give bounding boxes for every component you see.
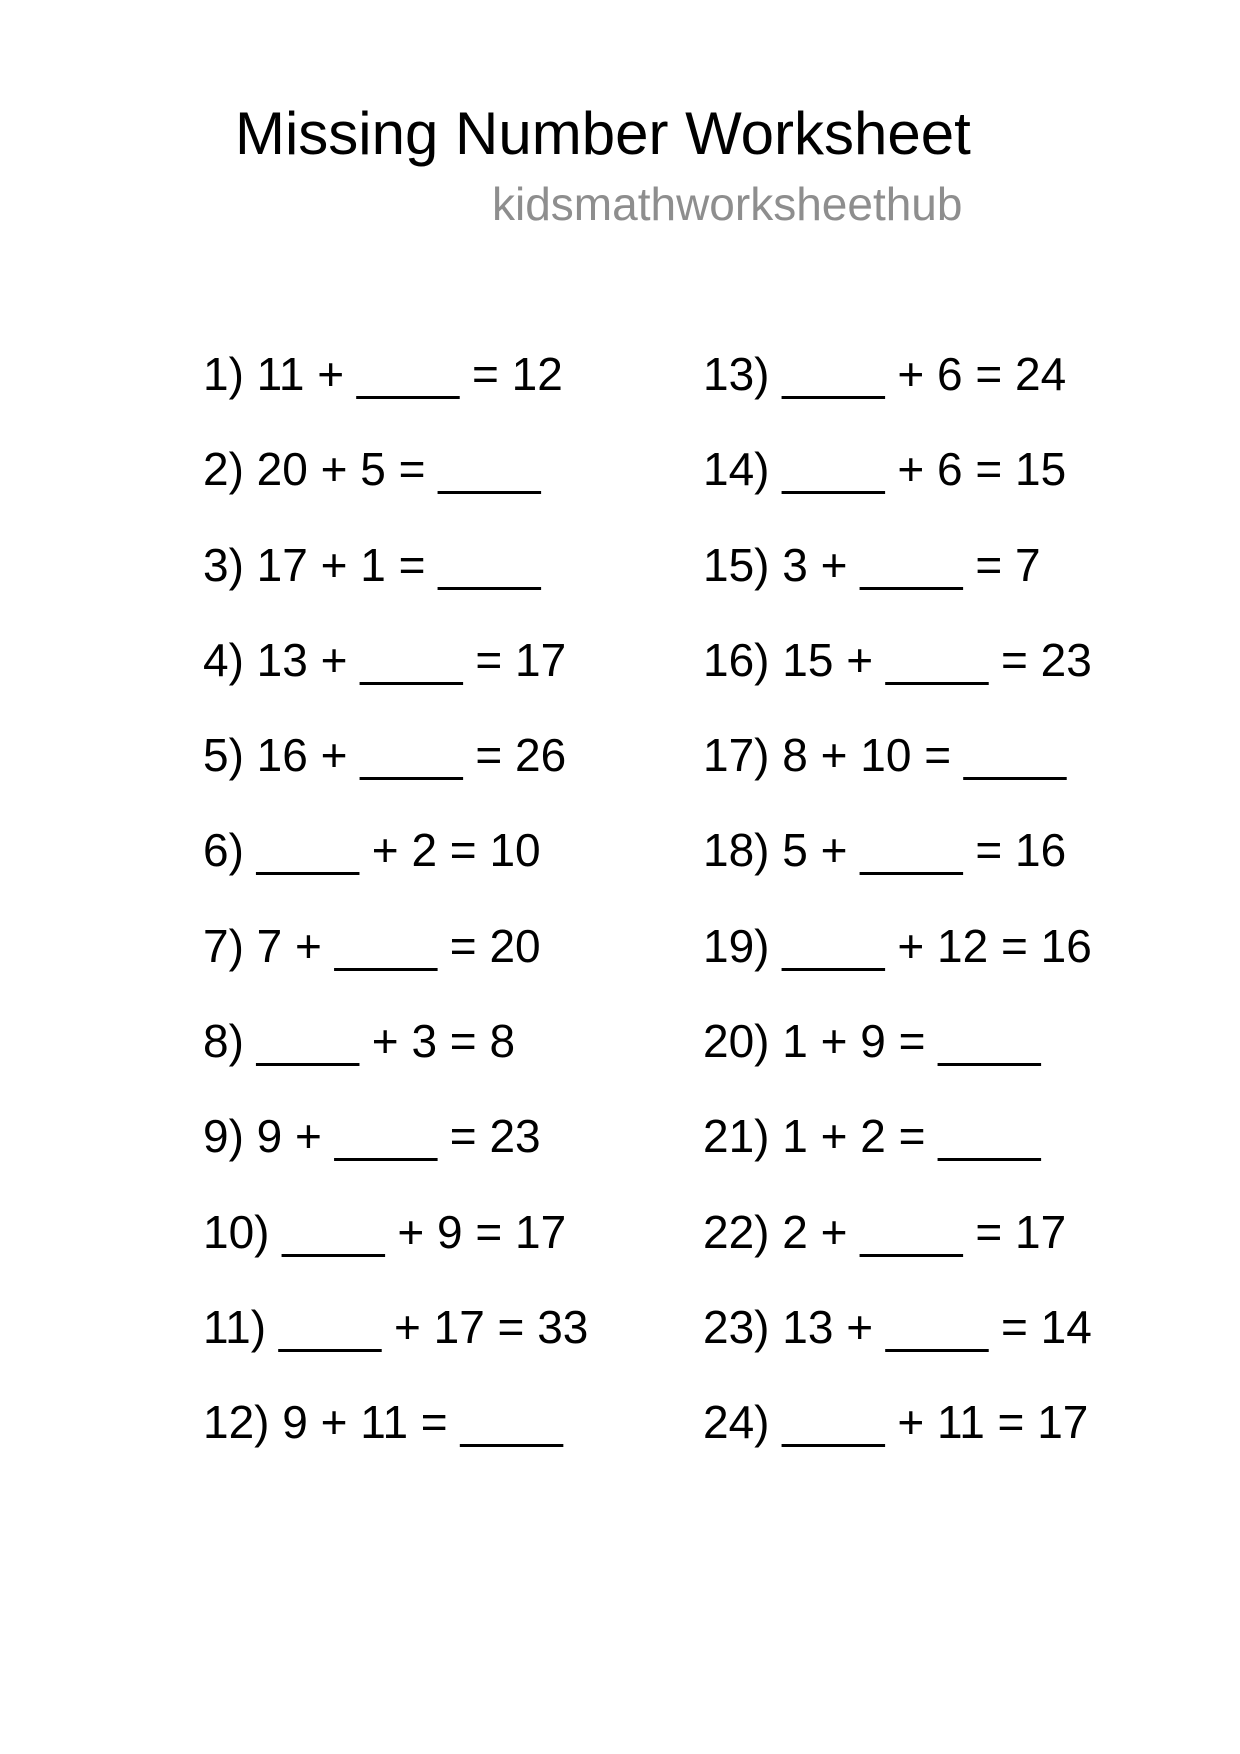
problem-4: 4) 13 + ____ = 17 (203, 633, 567, 686)
problem-24: 24) ____ + 11 = 17 (703, 1396, 1089, 1449)
problem-5: 5) 16 + ____ = 26 (203, 729, 567, 782)
problem-23: 23) 13 + ____ = 14 (703, 1300, 1092, 1353)
brand-watermark: kidsmathworksheethub (492, 178, 963, 230)
problem-16: 16) 15 + ____ = 23 (703, 633, 1092, 686)
problem-22: 22) 2 + ____ = 17 (703, 1205, 1067, 1258)
page-title: Missing Number Worksheet (235, 100, 971, 167)
problem-11: 11) ____ + 17 = 33 (203, 1300, 589, 1353)
problem-13: 13) ____ + 6 = 24 (703, 348, 1067, 400)
problems-column-right (703, 327, 1092, 1471)
problem-10: 10) ____ + 9 = 17 (203, 1205, 567, 1258)
problem-15: 15) 3 + ____ = 7 (703, 538, 1041, 591)
problem-20: 20) 1 + 9 = ____ (703, 1015, 1041, 1068)
problem-17: 17) 8 + 10 = ____ (703, 729, 1067, 782)
problem-7: 7) 7 + ____ = 20 (203, 919, 541, 972)
problem-19: 19) ____ + 12 = 16 (703, 919, 1092, 972)
problems-column-left (203, 327, 588, 1471)
problem-6: 6) ____ + 2 = 10 (203, 824, 541, 877)
problem-18: 18) 5 + ____ = 16 (703, 824, 1067, 877)
problem-8: 8) ____ + 3 = 8 (203, 1015, 516, 1068)
problem-21: 21) 1 + 2 = ____ (703, 1110, 1041, 1163)
problem-9: 9) 9 + ____ = 23 (203, 1110, 541, 1163)
problem-3: 3) 17 + 1 = ____ (203, 538, 541, 591)
problem-14: 14) ____ + 6 = 15 (703, 443, 1067, 496)
problem-2: 2) 20 + 5 = ____ (203, 443, 541, 496)
problem-12: 12) 9 + 11 = ____ (203, 1396, 563, 1449)
problem-1: 1) 11 + ____ = 12 (203, 348, 563, 400)
